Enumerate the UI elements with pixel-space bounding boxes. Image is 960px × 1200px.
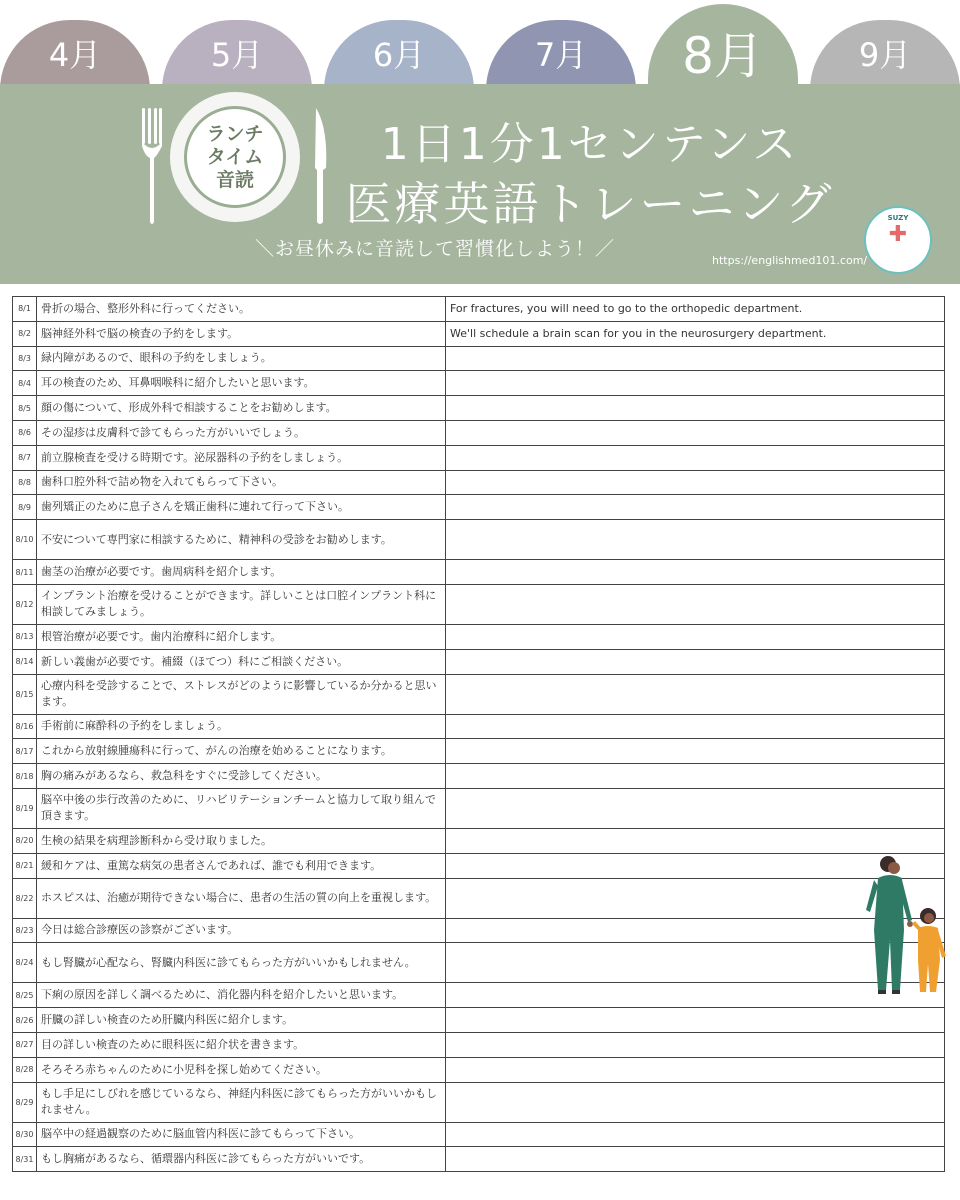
table-row <box>13 1122 945 1147</box>
subtitle: ＼お昼休みに音読して習慣化しよう！／ <box>255 238 616 260</box>
japanese-sentence: 骨折の場合、整形外科に行ってください。 <box>37 297 446 322</box>
table-row <box>13 584 945 624</box>
japanese-sentence: 歯列矯正のために息子さんを矯正歯科に連れて行って下さい。 <box>37 495 446 520</box>
english-translation-cell[interactable] <box>446 739 945 764</box>
plate-text-line2: タイム <box>206 145 264 168</box>
table-row <box>13 396 945 421</box>
japanese-sentence: 目の詳しい検査のために眼科医に紹介状を書きます。 <box>37 1032 446 1057</box>
english-translation-cell[interactable]: For fractures, you will need to go to the orthopedic department. <box>446 297 945 322</box>
tab-august[interactable]: 8月 <box>648 4 798 90</box>
english-translation-cell[interactable] <box>446 1032 945 1057</box>
japanese-sentence: 前立腺検査を受ける時期です。泌尿器科の予約をしましょう。 <box>37 445 446 470</box>
japanese-sentence: これから放射線腫瘍科に行って、がんの治療を始めることになります。 <box>37 739 446 764</box>
table-row <box>13 1082 945 1122</box>
table-row <box>13 371 945 396</box>
table-row <box>13 1057 945 1082</box>
english-translation-cell[interactable] <box>446 788 945 828</box>
sentence-table <box>12 296 945 1172</box>
row-date: 8/5 <box>13 396 37 421</box>
table-row <box>13 321 945 346</box>
row-date: 8/27 <box>13 1032 37 1057</box>
japanese-sentence: もし腎臓が心配なら、腎臓内科医に診てもらった方がいいかもしれません。 <box>37 943 446 983</box>
row-date: 8/11 <box>13 560 37 585</box>
english-translation-cell[interactable] <box>446 560 945 585</box>
row-date: 8/22 <box>13 878 37 918</box>
english-translation-cell[interactable]: We'll schedule a brain scan for you in the neurosurgery department. <box>446 321 945 346</box>
japanese-sentence: そろそろ赤ちゃんのために小児科を探し始めてください。 <box>37 1057 446 1082</box>
japanese-sentence: 顔の傷について、形成外科で相談することをお勧めします。 <box>37 396 446 421</box>
tab-april[interactable]: 4月 <box>0 20 150 90</box>
japanese-sentence: 新しい義歯が必要です。補綴（ほてつ）科にご相談ください。 <box>37 649 446 674</box>
plate-text-line3: 音読 <box>215 168 254 191</box>
row-date: 8/19 <box>13 788 37 828</box>
english-translation-cell[interactable] <box>446 371 945 396</box>
english-translation-cell[interactable] <box>446 396 945 421</box>
table-row <box>13 470 945 495</box>
english-translation-cell[interactable] <box>446 495 945 520</box>
row-date: 8/7 <box>13 445 37 470</box>
table-row <box>13 346 945 371</box>
japanese-sentence: 不安について専門家に相談するために、精神科の受診をお勧めします。 <box>37 520 446 560</box>
table-row <box>13 943 945 983</box>
plate-text-line1: ランチ <box>206 122 264 145</box>
english-translation-cell[interactable] <box>446 1082 945 1122</box>
row-date: 8/15 <box>13 674 37 714</box>
japanese-sentence: 今日は総合診療医の診察がございます。 <box>37 918 446 943</box>
japanese-sentence: インプラント治療を受けることができます。詳しいことは口腔インプラント科に相談してみましょう。 <box>37 584 446 624</box>
row-date: 8/4 <box>13 371 37 396</box>
badge-label: SUZY <box>887 214 909 222</box>
table-row <box>13 624 945 649</box>
table-row <box>13 878 945 918</box>
row-date: 8/6 <box>13 420 37 445</box>
table-row <box>13 788 945 828</box>
japanese-sentence: 緩和ケアは、重篤な病気の患者さんであれば、誰でも利用できます。 <box>37 853 446 878</box>
japanese-sentence: 歯茎の治療が必要です。歯周病科を紹介します。 <box>37 560 446 585</box>
row-date: 8/20 <box>13 828 37 853</box>
english-translation-cell[interactable] <box>446 420 945 445</box>
row-date: 8/9 <box>13 495 37 520</box>
japanese-sentence: 根管治療が必要です。歯内治療科に紹介します。 <box>37 624 446 649</box>
row-date: 8/18 <box>13 764 37 789</box>
table-row <box>13 828 945 853</box>
row-date: 8/23 <box>13 918 37 943</box>
table-row <box>13 1008 945 1033</box>
english-translation-cell[interactable] <box>446 624 945 649</box>
row-date: 8/28 <box>13 1057 37 1082</box>
table-row <box>13 1032 945 1057</box>
english-translation-cell[interactable] <box>446 1147 945 1172</box>
english-translation-cell[interactable] <box>446 1008 945 1033</box>
table-row <box>13 297 945 322</box>
japanese-sentence: 脳卒中の経過観察のために脳血管内科医に診てもらって下さい。 <box>37 1122 446 1147</box>
table-row <box>13 918 945 943</box>
table-row <box>13 739 945 764</box>
table-row <box>13 853 945 878</box>
english-translation-cell[interactable] <box>446 445 945 470</box>
tab-may[interactable]: 5月 <box>162 20 312 90</box>
japanese-sentence: もし胸痛があるなら、循環器内科医に診てもらった方がいいです。 <box>37 1147 446 1172</box>
row-date: 8/12 <box>13 584 37 624</box>
row-date: 8/8 <box>13 470 37 495</box>
row-date: 8/21 <box>13 853 37 878</box>
month-tabs <box>0 0 960 90</box>
header-banner <box>0 84 960 284</box>
table-row <box>13 495 945 520</box>
suzy-logo-badge <box>864 206 932 274</box>
japanese-sentence: 脳卒中後の歩行改善のために、リハビリテーションチームと協力して取り組んで頂きます。 <box>37 788 446 828</box>
table-row <box>13 1147 945 1172</box>
table-row <box>13 983 945 1008</box>
japanese-sentence: 脳神経外科で脳の検査の予約をします。 <box>37 321 446 346</box>
site-url[interactable]: https://englishmed101.com/ <box>712 254 868 267</box>
table-row <box>13 649 945 674</box>
row-date: 8/25 <box>13 983 37 1008</box>
english-translation-cell[interactable] <box>446 714 945 739</box>
english-translation-cell[interactable] <box>446 1057 945 1082</box>
japanese-sentence: もし手足にしびれを感じているなら、神経内科医に診てもらった方がいいかもしれません。 <box>37 1082 446 1122</box>
row-date: 8/1 <box>13 297 37 322</box>
row-date: 8/17 <box>13 739 37 764</box>
japanese-sentence: 手術前に麻酔科の予約をしましょう。 <box>37 714 446 739</box>
table-row <box>13 560 945 585</box>
row-date: 8/30 <box>13 1122 37 1147</box>
table-row <box>13 674 945 714</box>
japanese-sentence: 緑内障があるので、眼科の予約をしましょう。 <box>37 346 446 371</box>
knife-icon <box>312 108 328 226</box>
japanese-sentence: 心療内科を受診することで、ストレスがどのように影響しているか分かると思います。 <box>37 674 446 714</box>
table-row <box>13 764 945 789</box>
tab-june[interactable]: 6月 <box>324 20 474 90</box>
japanese-sentence: 歯科口腔外科で詰め物を入れてもらって下さい。 <box>37 470 446 495</box>
table-row <box>13 420 945 445</box>
tab-september[interactable]: 9月 <box>810 20 960 90</box>
english-translation-cell[interactable] <box>446 674 945 714</box>
english-translation-cell[interactable] <box>446 584 945 624</box>
medical-cross-icon: ✚ <box>888 222 908 247</box>
english-translation-cell[interactable] <box>446 764 945 789</box>
plate-icon <box>170 92 300 222</box>
table-row <box>13 445 945 470</box>
table-row <box>13 520 945 560</box>
row-date: 8/13 <box>13 624 37 649</box>
row-date: 8/31 <box>13 1147 37 1172</box>
english-translation-cell[interactable] <box>446 1122 945 1147</box>
table-row <box>13 714 945 739</box>
japanese-sentence: 下痢の原因を詳しく調べるために、消化器内科を紹介したいと思います。 <box>37 983 446 1008</box>
row-date: 8/2 <box>13 321 37 346</box>
english-translation-cell[interactable] <box>446 520 945 560</box>
row-date: 8/3 <box>13 346 37 371</box>
row-date: 8/26 <box>13 1008 37 1033</box>
japanese-sentence: 胸の痛みがあるなら、救急科をすぐに受診してください。 <box>37 764 446 789</box>
row-date: 8/10 <box>13 520 37 560</box>
english-translation-cell[interactable] <box>446 470 945 495</box>
title-line2: 医療英語トレーニング <box>345 177 835 231</box>
japanese-sentence: ホスピスは、治癒が期待できない場合に、患者の生活の質の向上を重視します。 <box>37 878 446 918</box>
tab-july[interactable]: 7月 <box>486 20 636 90</box>
english-translation-cell[interactable] <box>446 649 945 674</box>
fork-icon <box>140 108 164 226</box>
row-date: 8/14 <box>13 649 37 674</box>
row-date: 8/29 <box>13 1082 37 1122</box>
row-date: 8/16 <box>13 714 37 739</box>
japanese-sentence: 耳の検査のため、耳鼻咽喉科に紹介したいと思います。 <box>37 371 446 396</box>
doctor-child-illustration <box>860 850 950 1000</box>
japanese-sentence: その湿疹は皮膚科で診てもらった方がいいでしょう。 <box>37 420 446 445</box>
japanese-sentence: 肝臓の詳しい検査のため肝臓内科医に紹介します。 <box>37 1008 446 1033</box>
english-translation-cell[interactable] <box>446 346 945 371</box>
title-line1: 1日1分1センテンス <box>380 119 800 170</box>
row-date: 8/24 <box>13 943 37 983</box>
japanese-sentence: 生検の結果を病理診断科から受け取りました。 <box>37 828 446 853</box>
